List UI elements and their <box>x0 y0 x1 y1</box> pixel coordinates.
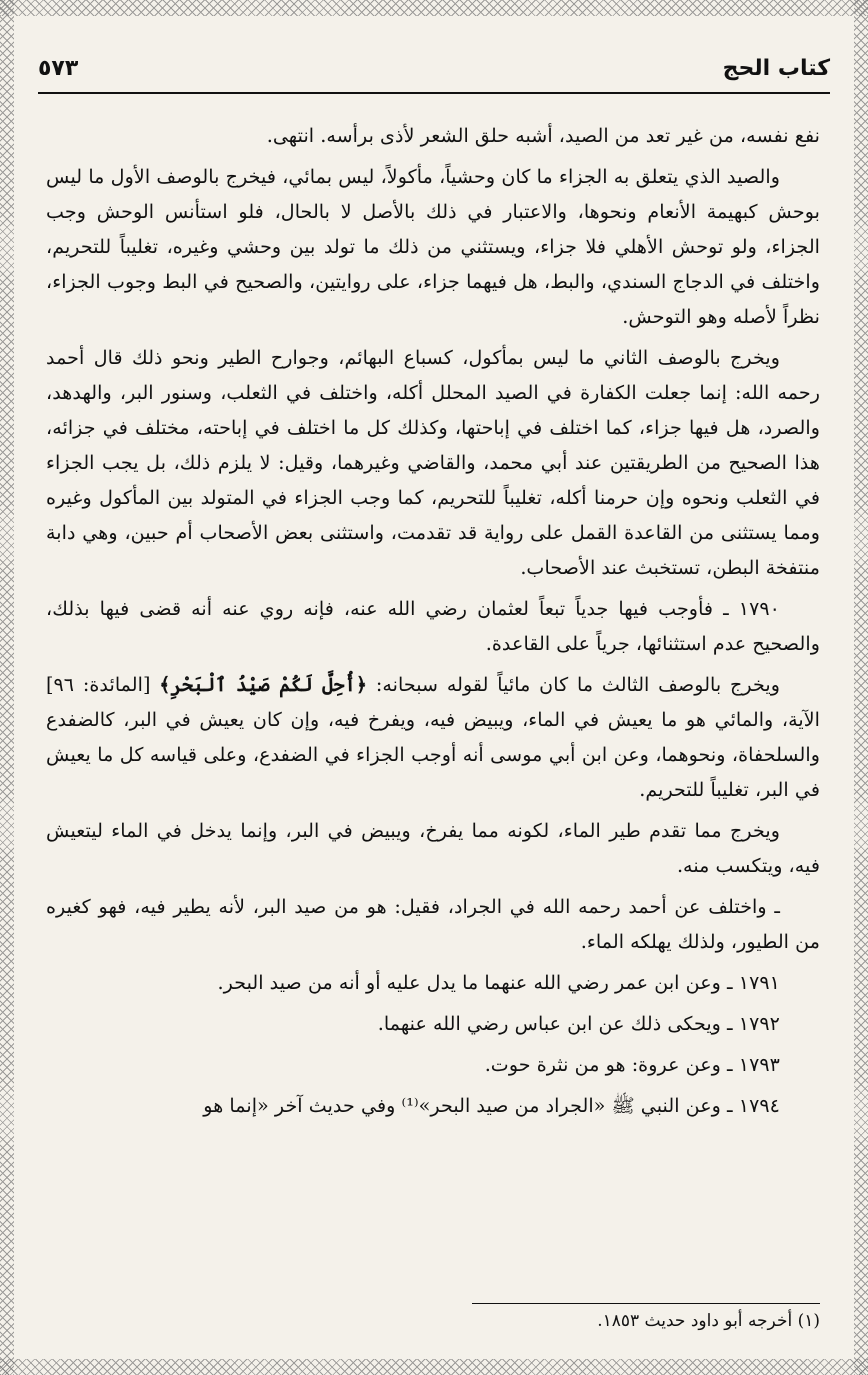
page-header <box>38 52 830 94</box>
page-body <box>46 118 820 1129</box>
paragraph: ـ واختلف عن أحمد رحمه الله في الجراد، فقيل: هو من صيد البر، لأنه يطير فيه، فهو كغيره من الطيور، ولذلك يهلكه الماء. <box>46 895 820 953</box>
paragraph: ويخرج مما تقدم طير الماء، لكونه مما يفرخ، ويبيض في البر، وإنما يدخل في الماء ليتعيش فيه، ويتكسب منه. <box>46 819 820 877</box>
page-title: كتاب الحج <box>722 56 830 81</box>
paragraph: نفع نفسه، من غير تعد من الصيد، أشبه حلق الشعر لأذى برأسه. انتهى. <box>266 124 820 147</box>
footnote-divider <box>472 1303 820 1304</box>
decorative-border-left <box>0 0 14 1375</box>
footnote: (١) أخرجه أبو داود حديث ١٨٥٣. <box>597 1311 820 1331</box>
paragraph: ١٧٩٣ ـ وعن عروة: هو من نثرة حوت. <box>484 1053 780 1076</box>
decorative-border-right <box>854 0 868 1375</box>
decorative-border-bottom <box>0 1359 868 1375</box>
paragraph: ويخرج بالوصف الثاني ما ليس بمأكول، كسباع البهائم، وجوارح الطير ونحو ذلك قال أحمد رحمه الله: إنما جعلت الكفارة في الصيد المحلل أكله، واختلف في الثعلب، وسنور البر، والهدهد، والصرد، هل فيها جزاء، كما اختلف في إباحتها، وكذلك كل ما اختلف في إباحته، مختلف في جزائه، هذا الصحيح من الطريقتين عند أبي محمد، والقاضي وغيرهما، وقيل: لا يلزم ذلك، بل يجب الجزاء في الثعلب ونحوه وإن حرمنا أكله، تغليباً للتحريم، كما وجب الجزاء في المتولد بين المأكول وغيره ومما يستثنى من القاعدة القمل على رواية قد تقدمت، واستثنى بعض الأصحاب أم حبين، وهي دابة منتفخة البطن، تستخبث عند الأصحاب. <box>46 346 820 579</box>
paragraph-text: ويخرج بالوصف الثالث ما كان مائياً لقوله سبحانه: <box>367 673 780 696</box>
page-number: ٥٧٣ <box>38 56 79 81</box>
paragraph <box>46 667 820 807</box>
decorative-border-top <box>0 0 868 16</box>
quran-verse: ﴿أُحِلَّ لَكُمْ صَيْدُ ٱلْبَحْرِ﴾ <box>159 673 368 696</box>
paragraph-text: [المائدة: ٩٦] الآية، والمائي هو ما يعيش في الماء، ويبيض فيه، ويفرخ فيه، وإن كان يعيش في البر، كالضفدع والسلحفاة، ونحوهما، وعن ابن أبي موسى أنه أوجب الجزاء في الضفدع، وعلى قياسه كل ما يعيش في البر، تغليباً للتحريم. <box>46 673 820 801</box>
paragraph: والصيد الذي يتعلق به الجزاء ما كان وحشياً، مأكولاً، ليس بمائي، فيخرج بالوصف الأول ما ليس بوحش كبهيمة الأنعام ونحوها، والاعتبار في ذلك بالأصل لا بالحال، فلو استأنس الوحش وجب الجزاء، ولو توحش الأهلي فلا جزاء، ويستثني من ذلك ما تولد بين وحشي وغيره، تغليباً للتحريم، واختلف في الدجاج السندي، والبط، هل فيهما جزاء، على روايتين، والصحيح في البط وجوب الجزاء، نظراً لأصله وهو التوحش. <box>46 165 820 328</box>
paragraph: ١٧٩٠ ـ فأوجب فيها جدياً تبعاً لعثمان رضي الله عنه، فإنه روي عنه أنه قضى فيها بذلك، والصحيح عدم استثنائها، جرياً على القاعدة. <box>46 597 820 655</box>
paragraph: ١٧٩٢ ـ ويحكى ذلك عن ابن عباس رضي الله عنهما. <box>377 1012 780 1035</box>
paragraph: ١٧٩٤ ـ وعن النبي ﷺ «الجراد من صيد البحر»⁽¹⁾ وفي حديث آخر «إنما هو <box>203 1094 780 1117</box>
paragraph: ١٧٩١ ـ وعن ابن عمر رضي الله عنهما ما يدل عليه أو أنه من صيد البحر. <box>217 971 780 994</box>
